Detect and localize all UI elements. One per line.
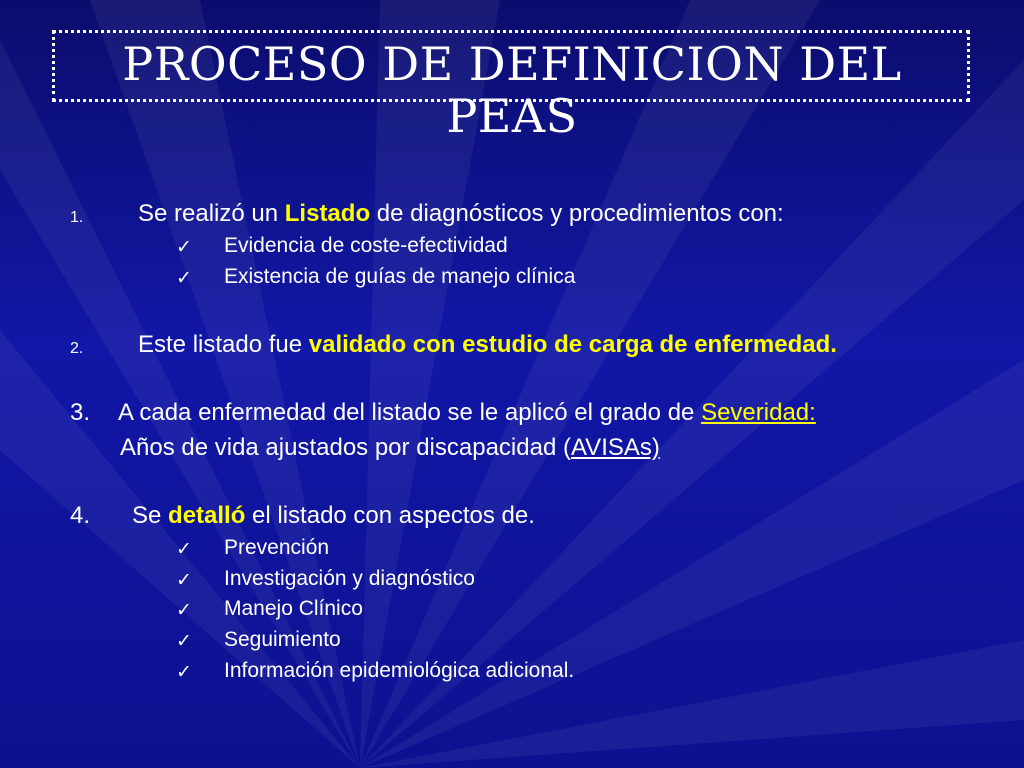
- item-3-text: [118, 399, 816, 427]
- item-4-bullet-4: Seguimiento: [224, 628, 341, 651]
- item-2-highlight: validado con estudio de carga de enfermedad.: [308, 331, 837, 358]
- item-4-text-before: Se: [132, 502, 169, 529]
- item-3-line-2-before: Años de vida ajustados por discapacidad (: [120, 434, 571, 461]
- check-icon: ✓: [176, 538, 192, 560]
- check-icon: ✓: [176, 630, 192, 652]
- item-4-bullet-5: Información epidemiológica adicional.: [224, 659, 575, 682]
- item-3-number: 3.: [70, 399, 91, 426]
- item-1-bullet-2: Existencia de guías de manejo clínica: [224, 265, 576, 288]
- item-1-text-after: de diagnósticos y procedimientos con:: [370, 200, 784, 227]
- item-1-highlight: Listado: [284, 200, 371, 227]
- check-icon: ✓: [176, 599, 192, 621]
- item-4-highlight: detalló: [168, 502, 246, 529]
- check-icon: ✓: [176, 661, 192, 683]
- item-2-text-before: Este listado fue: [138, 331, 309, 358]
- item-1-text-before: Se realizó un: [138, 200, 285, 227]
- check-icon: ✓: [176, 267, 192, 289]
- item-4-bullet-3: Manejo Clínico: [224, 597, 363, 620]
- item-2-text: [138, 331, 837, 359]
- item-1-text: [138, 200, 784, 228]
- item-3-text-before: A cada enfermedad del listado se le aplicó el grado de: [118, 399, 702, 426]
- title-line-2: PEAS: [446, 89, 578, 143]
- item-3-line-2: [120, 434, 660, 462]
- item-3-highlight: Severidad:: [701, 399, 816, 426]
- item-3-line-2-underlined: AVISAs): [570, 434, 660, 461]
- item-4-number: 4.: [70, 502, 91, 529]
- title-line-1: PROCESO DE DEFINICION DEL: [122, 37, 902, 91]
- item-4-bullet-1: Prevención: [224, 536, 330, 559]
- item-4-text-after: el listado con aspectos de.: [245, 502, 535, 529]
- item-4-bullet-2: Investigación y diagnóstico: [224, 567, 475, 590]
- item-1-bullet-1: Evidencia de coste-efectividad: [224, 234, 508, 257]
- item-2-number: 2.: [70, 340, 84, 357]
- check-icon: ✓: [176, 236, 192, 258]
- check-icon: ✓: [176, 569, 192, 591]
- item-1-number: 1.: [70, 209, 84, 226]
- item-4-text: [132, 502, 535, 530]
